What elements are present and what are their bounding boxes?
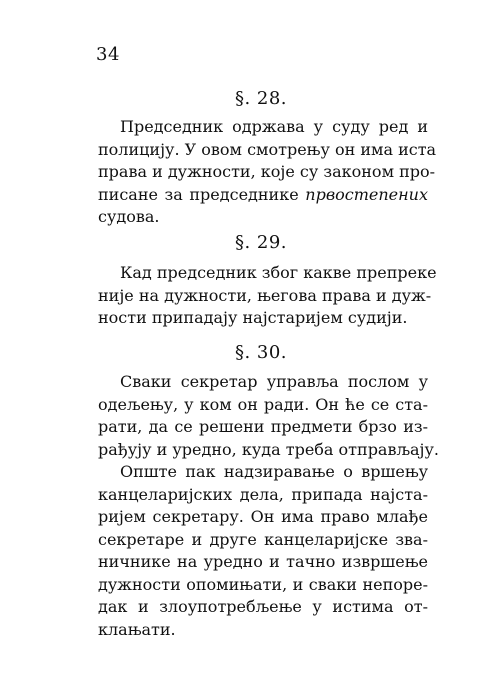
section-body-29 — [98, 262, 437, 330]
page-number: 34 — [96, 44, 120, 65]
text-line: није на дужности, његова права и дуж- — [98, 285, 432, 305]
text-line: дак и злоупотребљење у истима от- — [98, 597, 428, 616]
text-line: ности припадају најстаријем судији. — [98, 308, 408, 327]
section-heading-29: §. 29. — [234, 232, 288, 253]
text-line: Кад председник због какве препреке — [120, 263, 437, 282]
section-body-28 — [98, 116, 437, 229]
section-heading-28: §. 28. — [234, 88, 288, 109]
text-line: клањати. — [98, 619, 176, 639]
section-heading-30: §. 30. — [234, 342, 288, 363]
text-line: Опште пак надзиравање о вршењу — [120, 462, 428, 481]
text-line: Сваки секретар управља послом у — [120, 372, 428, 391]
text-line: рађују и уредно, куда треба отправљају. — [98, 439, 439, 459]
section-body-30 — [98, 371, 439, 641]
text-line: канцеларијских дела, припада најста- — [98, 484, 428, 504]
italic-term: првостепених — [305, 184, 428, 204]
text-line: ничнике на уредно и тачно извршење — [98, 552, 428, 571]
text-fragment: писане за председнике — [98, 184, 306, 204]
text-line: ријем секретару. Он има право млађе — [98, 507, 428, 526]
text-line-with-italic — [98, 184, 428, 207]
text-line: права и дужности, које су законом про- — [98, 162, 436, 181]
text-line: рати, да се решени предмети брзо из- — [98, 417, 428, 436]
text-line: Председник одржава у суду ред и — [120, 117, 428, 136]
text-line: секретаре и друге канцеларијске зва- — [98, 529, 428, 549]
text-line: судова. — [98, 207, 160, 226]
text-line: одељењу, у ком он ради. Он ће се ста- — [98, 394, 428, 414]
text-line: полицију. У овом смотрењу он има иста — [98, 139, 437, 159]
text-line: дужности опомињати, и сваки непоре- — [98, 574, 428, 594]
